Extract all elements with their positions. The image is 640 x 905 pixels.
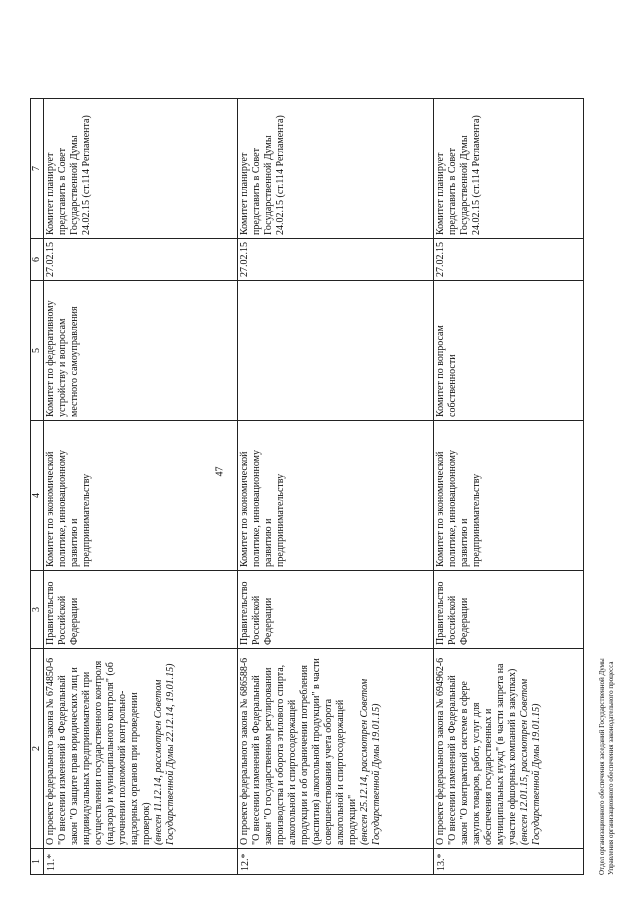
committee: Комитет по экономической политике, инновационному развитию и предпринимательству (44, 421, 238, 571)
initiator: Правительство Российской Федерации (44, 571, 238, 649)
co-committee: Комитет по федеративному устройству и вопросам местного самоуправления (44, 281, 238, 421)
co-committee: Комитет по вопросам собственности (434, 281, 584, 421)
table-row (434, 99, 584, 875)
plan: Комитет планирует представить в Совет Государственной Думы 24.02.15 (ст.114 Регламента) (238, 99, 434, 239)
rotated-page (30, 15, 630, 885)
footer-line: Управления организационного обеспечения законодательного процесса (607, 661, 615, 875)
plan: Комитет планирует представить в Совет Государственной Думы 24.02.15 (ст.114 Регламента) (44, 99, 238, 239)
date: 27.02.15 (238, 239, 434, 281)
committee: Комитет по экономической политике, инновационному развитию и предпринимательству (434, 421, 584, 571)
initiator: Правительство Российской Федерации (434, 571, 584, 649)
bill-intro: О проекте федерального закона № 686588-6 (239, 657, 250, 845)
bill-note: (внесен 12.01.15, рассмотрен Советом Государственной Думы 19.01.15) (519, 678, 542, 845)
row-number: 12.* (238, 849, 434, 875)
bill-note: (внесен 25.12.14, рассмотрен Советом Государственной Думы 19.01.15) (359, 678, 382, 845)
col-header: 5 (31, 281, 44, 421)
bill-text: "О внесении изменений в Федеральный закон "О защите прав юридических лиц и индивидуальных предпринимателей при осуществлении государственного контроля (надзора) и муниципального контроля" (об уточнении полномочий контрольно-надзорных органов при проведении проверок) (57, 660, 152, 845)
page-number: 47 (214, 466, 226, 477)
col-header: 3 (31, 571, 44, 649)
bill-note: (внесен 11.12.14, рассмотрен Советом Государственной Думы 22.12.14, 19.01.15) (153, 663, 176, 845)
bills-table (30, 98, 584, 875)
bill-cell (238, 649, 434, 849)
col-header: 2 (31, 649, 44, 849)
bill-text: "О внесении изменений в Федеральный закон "О контрактной системе в сфере закупок товаров, работ, услуг для обеспечения государственных и муниципальных нужд" (в части запрета на участие офшорных компаний в закупках) (447, 663, 518, 845)
bill-intro: О проекте федерального закона № 674850-6 (45, 657, 56, 845)
bill-cell (44, 649, 238, 849)
table-row (44, 99, 238, 875)
header-row (31, 99, 44, 875)
col-header: 1 (31, 849, 44, 875)
bill-intro: О проекте федерального закона № 694962-6 (435, 657, 446, 845)
row-number: 11.* (44, 849, 238, 875)
col-header: 6 (31, 239, 44, 281)
committee: Комитет по экономической политике, инновационному развитию и предпринимательству (238, 421, 434, 571)
co-committee (238, 281, 434, 421)
date: 27.02.15 (434, 239, 584, 281)
bill-text: "О внесении изменений в Федеральный закон "О государственном регулировании производства и оборота этилового спирта, алкогольной и спиртосодержащей продукции и об ограничении потребления (распития) алкогольной продукции" в части совершенствования учета оборота алкогольной и спиртосодержащей продукции" (251, 658, 358, 845)
bill-cell (434, 649, 584, 849)
plan: Комитет планирует представить в Совет Государственной Думы 24.02.15 (ст.114 Регламента) (434, 99, 584, 239)
footer-line: Отдел организационного обеспечения заседаний Государственной Думы (598, 658, 606, 875)
col-header: 4 (31, 421, 44, 571)
footer (598, 658, 616, 875)
initiator: Правительство Российской Федерации (238, 571, 434, 649)
date: 27.02.15 (44, 239, 238, 281)
col-header: 7 (31, 99, 44, 239)
table-row (238, 99, 434, 875)
row-number: 13.* (434, 849, 584, 875)
